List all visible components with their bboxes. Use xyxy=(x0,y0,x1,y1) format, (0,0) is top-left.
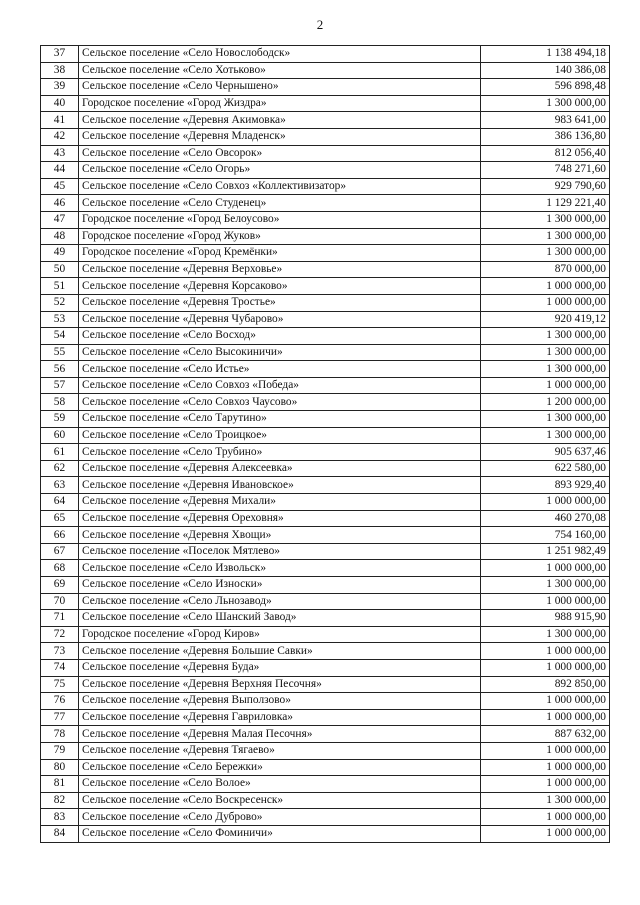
settlement-name-cell: Сельское поселение «Село Троицкое» xyxy=(79,427,481,444)
amount-cell: 1 000 000,00 xyxy=(481,759,610,776)
amount-cell: 140 386,08 xyxy=(481,62,610,79)
amount-cell: 1 000 000,00 xyxy=(481,560,610,577)
row-number-cell: 61 xyxy=(41,444,79,461)
row-number-cell: 59 xyxy=(41,411,79,428)
amount-cell: 1 000 000,00 xyxy=(481,659,610,676)
table-row xyxy=(41,344,610,361)
settlement-name-cell: Сельское поселение «Деревня Акимовка» xyxy=(79,112,481,129)
table-row xyxy=(41,792,610,809)
table-row xyxy=(41,228,610,245)
settlement-name-cell: Сельское поселение «Село Трубино» xyxy=(79,444,481,461)
settlement-name-cell: Сельское поселение «Село Износки» xyxy=(79,577,481,594)
table-row xyxy=(41,46,610,63)
table-row xyxy=(41,95,610,112)
settlement-name-cell: Сельское поселение «Деревня Верхняя Песочня» xyxy=(79,676,481,693)
row-number-cell: 38 xyxy=(41,62,79,79)
table-row xyxy=(41,62,610,79)
amount-cell: 905 637,46 xyxy=(481,444,610,461)
table-row xyxy=(41,676,610,693)
amount-cell: 1 000 000,00 xyxy=(481,294,610,311)
settlement-name-cell: Городское поселение «Город Киров» xyxy=(79,626,481,643)
settlement-name-cell: Сельское поселение «Село Дуброво» xyxy=(79,809,481,826)
table-row xyxy=(41,460,610,477)
settlement-name-cell: Сельское поселение «Деревня Тягаево» xyxy=(79,742,481,759)
settlement-name-cell: Сельское поселение «Деревня Буда» xyxy=(79,659,481,676)
table-row xyxy=(41,776,610,793)
amount-cell: 988 915,90 xyxy=(481,610,610,627)
row-number-cell: 65 xyxy=(41,510,79,527)
settlement-name-cell: Сельское поселение «Село Огорь» xyxy=(79,162,481,179)
row-number-cell: 79 xyxy=(41,742,79,759)
table-row xyxy=(41,560,610,577)
amount-cell: 870 000,00 xyxy=(481,261,610,278)
page-number: 2 xyxy=(316,17,324,32)
row-number-cell: 58 xyxy=(41,394,79,411)
amount-cell: 622 580,00 xyxy=(481,460,610,477)
table-row xyxy=(41,809,610,826)
amount-cell: 386 136,80 xyxy=(481,128,610,145)
amount-cell: 887 632,00 xyxy=(481,726,610,743)
row-number-cell: 68 xyxy=(41,560,79,577)
row-number-cell: 51 xyxy=(41,278,79,295)
amount-cell: 596 898,48 xyxy=(481,79,610,96)
settlement-name-cell: Сельское поселение «Поселок Мятлево» xyxy=(79,543,481,560)
row-number-cell: 47 xyxy=(41,211,79,228)
row-number-cell: 70 xyxy=(41,593,79,610)
row-number-cell: 45 xyxy=(41,178,79,195)
row-number-cell: 57 xyxy=(41,377,79,394)
settlement-name-cell: Сельское поселение «Деревня Корсаково» xyxy=(79,278,481,295)
table-row xyxy=(41,261,610,278)
amount-cell: 1 300 000,00 xyxy=(481,245,610,262)
table-row xyxy=(41,79,610,96)
settlement-name-cell: Сельское поселение «Деревня Гавриловка» xyxy=(79,709,481,726)
table-row xyxy=(41,195,610,212)
table-row xyxy=(41,411,610,428)
amount-cell: 1 129 221,40 xyxy=(481,195,610,212)
row-number-cell: 84 xyxy=(41,825,79,842)
settlement-name-cell: Городское поселение «Город Жуков» xyxy=(79,228,481,245)
table-row xyxy=(41,278,610,295)
row-number-cell: 46 xyxy=(41,195,79,212)
row-number-cell: 63 xyxy=(41,477,79,494)
settlements-table xyxy=(40,45,610,843)
row-number-cell: 72 xyxy=(41,626,79,643)
settlement-name-cell: Городское поселение «Город Жиздра» xyxy=(79,95,481,112)
table-row xyxy=(41,543,610,560)
amount-cell: 1 000 000,00 xyxy=(481,693,610,710)
settlement-name-cell: Сельское поселение «Село Высокиничи» xyxy=(79,344,481,361)
amount-cell: 1 300 000,00 xyxy=(481,361,610,378)
row-number-cell: 39 xyxy=(41,79,79,96)
amount-cell: 1 300 000,00 xyxy=(481,95,610,112)
table-row xyxy=(41,659,610,676)
amount-cell: 1 000 000,00 xyxy=(481,825,610,842)
amount-cell: 1 251 982,49 xyxy=(481,543,610,560)
table-body xyxy=(41,46,610,843)
row-number-cell: 54 xyxy=(41,328,79,345)
table-row xyxy=(41,178,610,195)
row-number-cell: 83 xyxy=(41,809,79,826)
table-row xyxy=(41,510,610,527)
amount-cell: 892 850,00 xyxy=(481,676,610,693)
table-row xyxy=(41,112,610,129)
amount-cell: 1 300 000,00 xyxy=(481,792,610,809)
row-number-cell: 64 xyxy=(41,494,79,511)
row-number-cell: 50 xyxy=(41,261,79,278)
settlement-name-cell: Сельское поселение «Село Совхоз «Победа» xyxy=(79,377,481,394)
row-number-cell: 42 xyxy=(41,128,79,145)
settlement-name-cell: Сельское поселение «Деревня Хвощи» xyxy=(79,527,481,544)
table-row xyxy=(41,211,610,228)
row-number-cell: 77 xyxy=(41,709,79,726)
table-row xyxy=(41,577,610,594)
row-number-cell: 44 xyxy=(41,162,79,179)
table-row xyxy=(41,361,610,378)
row-number-cell: 81 xyxy=(41,776,79,793)
amount-cell: 1 000 000,00 xyxy=(481,593,610,610)
table-row xyxy=(41,245,610,262)
settlement-name-cell: Сельское поселение «Деревня Малая Песочня» xyxy=(79,726,481,743)
row-number-cell: 69 xyxy=(41,577,79,594)
row-number-cell: 76 xyxy=(41,693,79,710)
settlement-name-cell: Городское поселение «Город Кремёнки» xyxy=(79,245,481,262)
settlement-name-cell: Сельское поселение «Село Фоминичи» xyxy=(79,825,481,842)
amount-cell: 1 000 000,00 xyxy=(481,742,610,759)
amount-cell: 460 270,08 xyxy=(481,510,610,527)
settlement-name-cell: Сельское поселение «Село Истье» xyxy=(79,361,481,378)
amount-cell: 893 929,40 xyxy=(481,477,610,494)
row-number-cell: 43 xyxy=(41,145,79,162)
settlement-name-cell: Сельское поселение «Деревня Большие Савки» xyxy=(79,643,481,660)
row-number-cell: 37 xyxy=(41,46,79,63)
amount-cell: 748 271,60 xyxy=(481,162,610,179)
amount-cell: 1 300 000,00 xyxy=(481,344,610,361)
amount-cell: 1 300 000,00 xyxy=(481,577,610,594)
table-row xyxy=(41,742,610,759)
amount-cell: 1 000 000,00 xyxy=(481,809,610,826)
table-row xyxy=(41,593,610,610)
settlement-name-cell: Сельское поселение «Деревня Выползово» xyxy=(79,693,481,710)
settlement-name-cell: Сельское поселение «Деревня Тростье» xyxy=(79,294,481,311)
settlement-name-cell: Городское поселение «Город Белоусово» xyxy=(79,211,481,228)
settlement-name-cell: Сельское поселение «Село Шанский Завод» xyxy=(79,610,481,627)
table-row xyxy=(41,693,610,710)
row-number-cell: 41 xyxy=(41,112,79,129)
settlement-name-cell: Сельское поселение «Село Льнозавод» xyxy=(79,593,481,610)
settlement-name-cell: Сельское поселение «Деревня Алексеевка» xyxy=(79,460,481,477)
row-number-cell: 62 xyxy=(41,460,79,477)
settlement-name-cell: Сельское поселение «Село Извольск» xyxy=(79,560,481,577)
settlement-name-cell: Сельское поселение «Деревня Младенск» xyxy=(79,128,481,145)
row-number-cell: 74 xyxy=(41,659,79,676)
amount-cell: 1 138 494,18 xyxy=(481,46,610,63)
amount-cell: 1 300 000,00 xyxy=(481,411,610,428)
amount-cell: 1 300 000,00 xyxy=(481,328,610,345)
amount-cell: 1 000 000,00 xyxy=(481,709,610,726)
table-row xyxy=(41,145,610,162)
amount-cell: 1 000 000,00 xyxy=(481,643,610,660)
row-number-cell: 66 xyxy=(41,527,79,544)
settlement-name-cell: Сельское поселение «Село Чернышено» xyxy=(79,79,481,96)
amount-cell: 754 160,00 xyxy=(481,527,610,544)
settlement-name-cell: Сельское поселение «Деревня Ивановское» xyxy=(79,477,481,494)
amount-cell: 1 000 000,00 xyxy=(481,377,610,394)
table-row xyxy=(41,444,610,461)
table-row xyxy=(41,759,610,776)
settlement-name-cell: Сельское поселение «Село Овсорок» xyxy=(79,145,481,162)
settlement-name-cell: Сельское поселение «Село Совхоз «Коллективизатор» xyxy=(79,178,481,195)
row-number-cell: 60 xyxy=(41,427,79,444)
settlement-name-cell: Сельское поселение «Деревня Михали» xyxy=(79,494,481,511)
table-row xyxy=(41,527,610,544)
table-row xyxy=(41,427,610,444)
row-number-cell: 80 xyxy=(41,759,79,776)
amount-cell: 929 790,60 xyxy=(481,178,610,195)
table-row xyxy=(41,494,610,511)
settlement-name-cell: Сельское поселение «Село Тарутино» xyxy=(79,411,481,428)
amount-cell: 1 000 000,00 xyxy=(481,776,610,793)
amount-cell: 1 200 000,00 xyxy=(481,394,610,411)
settlement-name-cell: Сельское поселение «Село Восход» xyxy=(79,328,481,345)
settlement-name-cell: Сельское поселение «Село Воскресенск» xyxy=(79,792,481,809)
table-row xyxy=(41,377,610,394)
settlement-name-cell: Сельское поселение «Деревня Чубарово» xyxy=(79,311,481,328)
amount-cell: 920 419,12 xyxy=(481,311,610,328)
table-row xyxy=(41,294,610,311)
row-number-cell: 49 xyxy=(41,245,79,262)
amount-cell: 1 300 000,00 xyxy=(481,228,610,245)
row-number-cell: 73 xyxy=(41,643,79,660)
table-row xyxy=(41,394,610,411)
row-number-cell: 55 xyxy=(41,344,79,361)
table-row xyxy=(41,477,610,494)
settlement-name-cell: Сельское поселение «Село Хотьково» xyxy=(79,62,481,79)
settlement-name-cell: Сельское поселение «Село Бережки» xyxy=(79,759,481,776)
table-row xyxy=(41,626,610,643)
settlement-name-cell: Сельское поселение «Село Волое» xyxy=(79,776,481,793)
row-number-cell: 78 xyxy=(41,726,79,743)
settlement-name-cell: Сельское поселение «Деревня Верховье» xyxy=(79,261,481,278)
table-row xyxy=(41,610,610,627)
table-row xyxy=(41,311,610,328)
table-row xyxy=(41,643,610,660)
table-row xyxy=(41,726,610,743)
amount-cell: 1 300 000,00 xyxy=(481,211,610,228)
amount-cell: 1 000 000,00 xyxy=(481,278,610,295)
row-number-cell: 56 xyxy=(41,361,79,378)
amount-cell: 983 641,00 xyxy=(481,112,610,129)
settlement-name-cell: Сельское поселение «Село Студенец» xyxy=(79,195,481,212)
amount-cell: 812 056,40 xyxy=(481,145,610,162)
amount-cell: 1 300 000,00 xyxy=(481,626,610,643)
settlement-name-cell: Сельское поселение «Село Совхоз Чаусово» xyxy=(79,394,481,411)
table-row xyxy=(41,328,610,345)
table-row xyxy=(41,709,610,726)
table-row xyxy=(41,825,610,842)
amount-cell: 1 300 000,00 xyxy=(481,427,610,444)
table-row xyxy=(41,128,610,145)
row-number-cell: 71 xyxy=(41,610,79,627)
row-number-cell: 52 xyxy=(41,294,79,311)
row-number-cell: 82 xyxy=(41,792,79,809)
row-number-cell: 40 xyxy=(41,95,79,112)
table-row xyxy=(41,162,610,179)
amount-cell: 1 000 000,00 xyxy=(481,494,610,511)
settlement-name-cell: Сельское поселение «Село Новослободск» xyxy=(79,46,481,63)
row-number-cell: 53 xyxy=(41,311,79,328)
row-number-cell: 75 xyxy=(41,676,79,693)
settlement-name-cell: Сельское поселение «Деревня Ореховня» xyxy=(79,510,481,527)
row-number-cell: 48 xyxy=(41,228,79,245)
row-number-cell: 67 xyxy=(41,543,79,560)
